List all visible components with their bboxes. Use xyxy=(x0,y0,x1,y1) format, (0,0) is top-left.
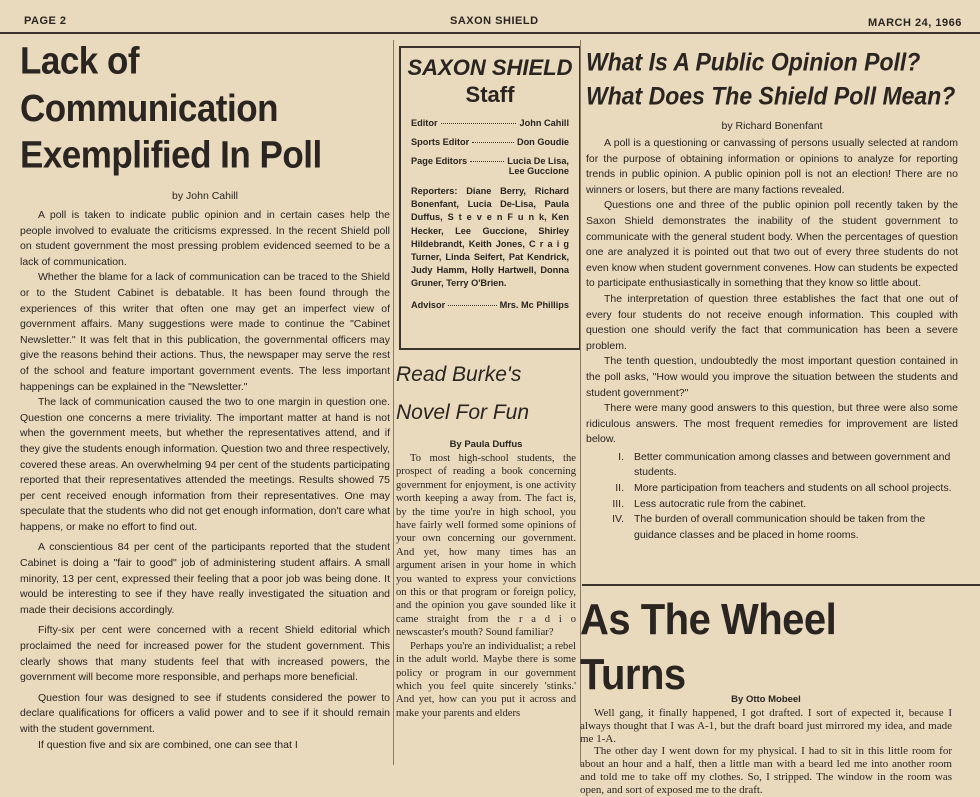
wheel-paragraph: The other day I went down for my physical. I had to sit in this little room for about an hour and a half, then a little man with a beard led me into another room and told me to take off my clothes. So, I stripped. The window in the room was open, and sort of exposed me to the draft. xyxy=(580,745,952,796)
paper-name: SAXON SHIELD xyxy=(450,15,539,27)
right-headline-2: What Does The Shield Poll Mean? xyxy=(586,81,956,110)
reporters-label: Reporters: xyxy=(411,186,458,196)
staff-role: Page Editors xyxy=(411,156,468,166)
remedies-list xyxy=(586,450,958,544)
reporters-list: Diane Berry, Richard Bonenfant, Lucia De-Lisa, Paula Duffus, S t e v e n F u n k, Ken Hecker, Lee Guccione, Shirley Hildebrandt, Keith Jones, C r a i g Turner, Linda Seifert, Pat Kendrick, Judy Hamm, Holly Hartwell, Donna Gruner, Terry O'Brien. xyxy=(411,186,569,289)
section-rule xyxy=(582,584,980,586)
middle-body xyxy=(396,452,576,720)
remedy-number: III. xyxy=(612,497,624,510)
remedy-number: I. xyxy=(618,450,624,463)
left-paragraph: Fifty-six per cent were concerned with a recent Shield editorial which proclaimed the need for increased power for the student government. This clearly shows that many students feel that with increased powers, the government will become more responsible, and perhaps more beneficial. xyxy=(20,624,390,684)
middle-paragraph: Perhaps you're an individualist; a rebel in the adult world. Maybe there is some policy or program in our government which you feel quite sincerely 'stinks.' And yet, how can you put it across and make your parents and elders xyxy=(396,640,576,719)
left-headline-1: Lack of Communication xyxy=(20,40,278,130)
right-paragraph: There were many good answers to this question, but three were also some ridiculous answers. The most frequent remedies for improvement are listed below. xyxy=(586,402,958,446)
middle-paragraph: To most high-school students, the prospect of reading a book concerning government for enjoyment, is one activity worth keeping a away from. The fact is, by the time you're in high school, you have fairly well formed some opinions of your own concerning our government. And yet, how many times has an argument arisen in your home in which you wanted to express your convictions on this or that program or foreign policy, and the opinion you gave sounded like it came straight from the r a d i o newscaster's mouth? Sound familiar? xyxy=(396,453,576,639)
remedy-text: The burden of overall communication should be taken from the guidance classes and be placed in home rooms. xyxy=(634,513,926,541)
left-paragraph: The lack of communication caused the two to one margin in question one. Question one concerns a mere triviality. The important matter at hand is not when the government meets, but whether the representatives attend, and if they give the students enough information. Question two and three respectively, covered these areas. An overwhelming 94 per cent of the students participating reported that their representatives attended the meetings. Results showed 75 per cent received enough information from their representatives. One may speculate that the students who did not get enough information, don't care what happens, or make no effort to find out. xyxy=(20,396,390,533)
staff-box-title: SAXON SHIELD xyxy=(407,55,573,80)
remedy-item xyxy=(586,497,958,513)
staff-row xyxy=(411,118,569,128)
remedy-item xyxy=(586,481,958,497)
staff-role: Editor xyxy=(411,118,438,128)
right-article xyxy=(586,44,958,543)
staff-row xyxy=(411,166,569,176)
remedy-text: More participation from teachers and students on all school projects. xyxy=(634,482,952,495)
wheel-headline: As The Wheel Turns xyxy=(580,595,837,699)
left-article xyxy=(20,38,390,753)
remedy-text: Less autocratic rule from the cabinet. xyxy=(634,497,807,510)
middle-article xyxy=(396,358,576,720)
right-headline-1: What Is A Public Opinion Poll? xyxy=(586,47,921,76)
remedy-number: IV. xyxy=(612,513,624,526)
right-byline: by Richard Bonenfant xyxy=(721,120,823,132)
left-body xyxy=(20,208,390,753)
remedy-item xyxy=(586,512,958,543)
left-paragraph: A conscientious 84 per cent of the participants reported that the student Cabinet is doing a "fair to good" job of administering student affairs. A small minority, 13 per cent, expressed their feeling that a poor job was being done. It would be interesting to see if they have really investigated the situation and made their decisions accordingly. xyxy=(20,541,390,616)
middle-byline: By Paula Duffus xyxy=(449,439,523,450)
right-paragraph: The interpretation of question three establishes the fact that one out of every four students do not receive enough information. This coupled with question one should verify the fact that communication has been a severe problem. xyxy=(586,292,958,352)
remedy-text: Better communication among classes and between government and students. xyxy=(634,450,951,479)
wheel-body xyxy=(580,707,952,797)
staff-reporters xyxy=(411,185,569,291)
left-paragraph: A poll is taken to indicate public opinion and in certain cases help the people involved to evaluate the criticisms expressed. In the recent Shield poll on student government the most pressing problem evidenced seemed to be a lack of communication. xyxy=(20,209,390,268)
right-paragraph: Questions one and three of the public opinion poll recently taken by the Saxon Shield demonstrates the inability of the student government to communicate with the general student body. When the percentages of question one are analyzed it is pointed out that two out of every three students do not even know when student government convenes. How can students be expected to participate enthusiastically in something that they know so little about. xyxy=(586,199,958,290)
left-headline-2: Exemplified In Poll xyxy=(20,134,322,177)
page-number: PAGE 2 xyxy=(24,15,67,27)
staff-row xyxy=(411,156,569,166)
remedy-number: II. xyxy=(615,482,624,495)
left-paragraph: Whether the blame for a lack of communication can be traced to the Shield or to the Student Cabinet is debatable. It has been found through the experiences of this writer that often one may get an imperfect view of government affairs. Many suggestions were made to continue the "Cabinet Newsletter." It was felt that in this publication, the governmental officers may give the reasons behind their actions. Thus, the newspaper may serve the rest of the school and feature important government events. The less important happenings can be explained in the "Newsletter." xyxy=(20,271,390,393)
advisor-label: Advisor xyxy=(411,299,446,310)
issue-date: MARCH 24, 1966 xyxy=(868,17,962,29)
staff-name: Lucia De Lisa, xyxy=(507,156,569,166)
staff-name: Don Goudie xyxy=(516,137,569,147)
column-rule-1 xyxy=(393,40,394,765)
wheel-byline: By Otto Mobeel xyxy=(731,694,801,705)
wheel-paragraph: Well gang, it finally happened, I got drafted. I sort of expected it, because I always thought that I was A-1, but the draft board just mirrored my idea, and made me 1-A. xyxy=(580,707,952,745)
right-body xyxy=(586,136,958,448)
right-paragraph: A poll is a questioning or canvassing of persons usually selected at random for the purpose of obtaining information or opinions to analyze for reporting trends in public opinion. A public opinion poll is not an election! There are no winners or losers, but there are many factions revealed. xyxy=(586,137,958,196)
staff-box xyxy=(399,46,581,350)
staff-name: Lee Guccione xyxy=(508,166,569,176)
staff-role: Sports Editor xyxy=(411,137,470,147)
wheel-article xyxy=(580,592,952,797)
right-paragraph: The tenth question, undoubtedly the most important question contained in the poll asks, "How would you improve the situation between the students and student government?" xyxy=(586,355,958,399)
middle-headline-2: Novel For Fun xyxy=(396,401,530,424)
left-byline: by John Cahill xyxy=(172,190,238,202)
staff-name: John Cahill xyxy=(519,118,569,128)
left-paragraph: If question five and six are combined, one can see that I xyxy=(38,738,298,751)
middle-headline-1: Read Burke's xyxy=(396,363,522,386)
remedy-item xyxy=(586,450,958,481)
staff-box-subtitle: Staff xyxy=(465,82,515,107)
left-paragraph: Question four was designed to see if students considered the power to declare qualifications for officers a valid power and to see if it should remain with the student government. xyxy=(20,691,390,735)
staff-row-advisor xyxy=(411,300,569,310)
staff-row xyxy=(411,137,569,147)
advisor-name: Mrs. Mc Phillips xyxy=(499,299,569,310)
masthead-rule xyxy=(0,32,980,34)
